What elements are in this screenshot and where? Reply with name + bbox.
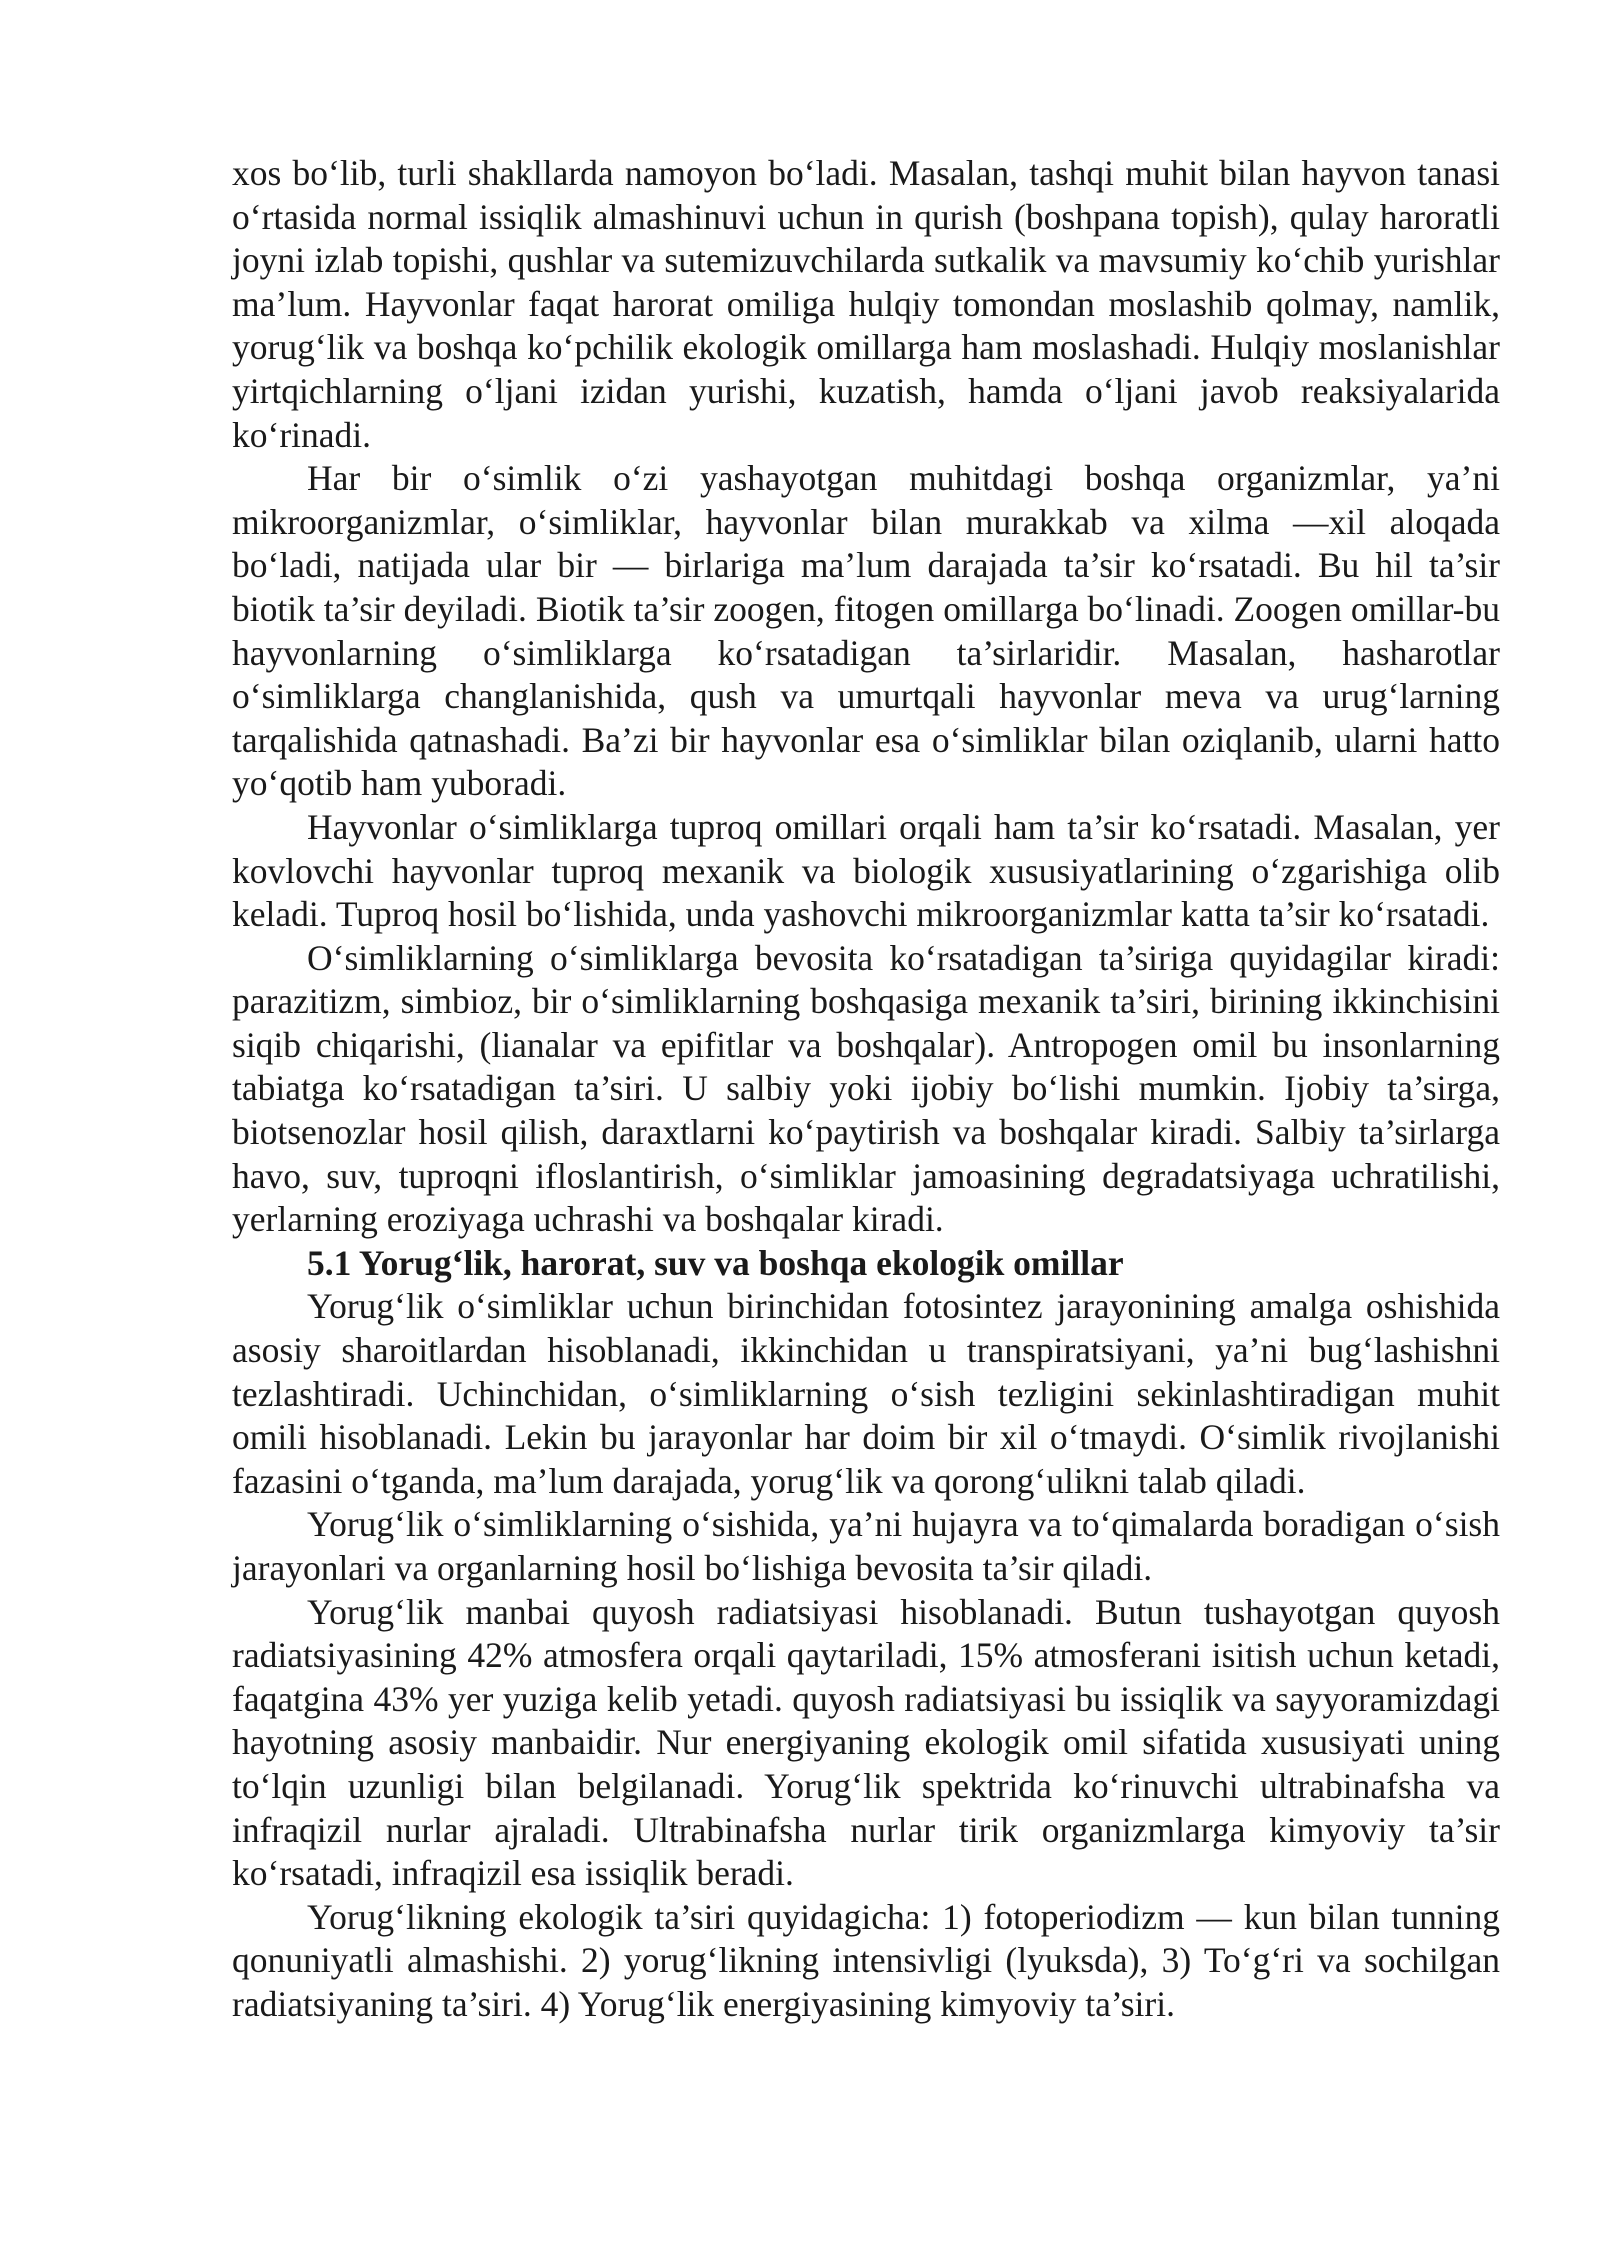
paragraph-continuation: xos bo‘lib, turli shakllarda namoyon bo‘ladi. Masalan, tashqi muhit bilan hayvon tanasi o‘rtasida normal issiqlik almashinuvi uchun in qurish (boshpana topish), qulay haroratli joyni izlab topishi, qushlar va sutemizuvchilarda sutkalik va mavsumiy ko‘chib yurishlar ma’lum. Hayvonlar faqat harorat omiliga hulqiy tomondan moslashib qolmay, namlik, yorug‘lik va boshqa ko‘pchilik ekologik omillarga ham moslashadi. Hulqiy moslanishlar yirtqichlarning o‘ljani izidan yurishi, kuzatish, hamda o‘ljani javob reaksiyalarida ko‘rinadi.: [232, 153, 1500, 455]
paragraph-light-role: Yorug‘lik o‘simliklar uchun birinchidan fotosintez jarayonining amalga oshishida asosiy sharoitlardan hisoblanadi, ikkinchidan u transpiratsiyani, ya’ni bug‘lashishni tezlashtiradi. Uchinchidan, o‘simliklarning o‘sish tezligini sekinlashtiradigan muhit omili hisoblanadi. Lekin bu jarayonlar har doim bir xil o‘tmaydi. O‘simlik rivojlanishi fazasini o‘tganda, ma’lum darajada, yorug‘lik va qorong‘ulikni talab qiladi.: [232, 1286, 1500, 1501]
paragraph-biotic-influence: Har bir o‘simlik o‘zi yashayotgan muhitdagi boshqa organizmlar, ya’ni mikroorganizmlar, o‘simliklar, hayvonlar bilan murakkab va xilma —xil aloqada bo‘ladi, natijada ular bir — birlariga ma’lum darajada ta’sir ko‘rsatadi. Bu hil ta’sir biotik ta’sir deyiladi. Biotik ta’sir zoogen, fitogen omillarga bo‘linadi. Zoogen omillar-bu hayvonlarning o‘simliklarga ko‘rsatadigan ta’sirlaridir. Masalan, hasharotlar o‘simliklarga changlanishida, qush va umurtqali hayvonlar meva va urug‘larning tarqalishida qatnashadi. Ba’zi bir hayvonlar esa o‘simliklar bilan oziqlanib, ularni hatto yo‘qotib ham yuboradi.: [232, 458, 1500, 804]
paragraph-soil-factors: Hayvonlar o‘simliklarga tuproq omillari orqali ham ta’sir ko‘rsatadi. Masalan, yer kovlovchi hayvonlar tuproq mexanik va biologik xususiyatlarining o‘zgarishiga olib keladi. Tuproq hosil bo‘lishida, unda yashovchi mikroorganizmlar katta ta’sir ko‘rsatadi.: [232, 806, 1500, 935]
section-heading: 5.1 Yorug‘lik, harorat, suv va boshqa ekologik omillar: [307, 1242, 1124, 1283]
paragraph-light-effects: Yorug‘likning ekologik ta’siri quyidagicha: 1) fotoperiodizm — kun bilan tunning qonuniyatli almashishi. 2) yorug‘likning intensivligi (lyuksda), 3) To‘g‘ri va sochilgan radiatsiyaning ta’siri. 4) Yorug‘lik energiyasining kimyoviy ta’siri.: [232, 1896, 1500, 2024]
paragraph-solar-radiation: Yorug‘lik manbai quyosh radiatsiyasi hisoblanadi. Butun tushayotgan quyosh radiatsiyasining 42% atmosfera orqali qaytariladi, 15% atmosferani isitish uchun ketadi, faqatgina 43% yer yuziga kelib yetadi. quyosh radiatsiyasi bu issiqlik va sayyoramizdagi hayotning asosiy manbaidir. Nur energiyaning ekologik omil sifatida xususiyati uning to‘lqin uzunligi bilan belgilanadi. Yorug‘lik spektrida ko‘rinuvchi ultrabinafsha va infraqizil nurlar ajraladi. Ultrabinafsha nurlar tirik organizmlarga kimyoviy ta’sir ko‘rsatadi, infraqizil esa issiqlik beradi.: [232, 1591, 1500, 1894]
document-page: [232, 152, 1500, 2027]
paragraph-plant-interactions: O‘simliklarning o‘simliklarga bevosita ko‘rsatadigan ta’siriga quyidagilar kiradi: parazitizm, simbioz, bir o‘simliklarning boshqasiga mexanik ta’siri, birining ikkinchisini siqib chiqarishi, (lianalar va epifitlar va boshqalar). Antropogen omil bu insonlarning tabiatga ko‘rsatadigan ta’siri. U salbiy yoki ijobiy bo‘lishi mumkin. Ijobiy ta’sirga, biotsenozlar hosil qilish, daraxtlarni ko‘paytirish va boshqalar kiradi. Salbiy ta’sirlarga havo, suv, tuproqni ifloslantirish, o‘simliklar jamoasining degradatsiyaga uchratilishi, yerlarning eroziyaga uchrashi va boshqalar kiradi.: [232, 937, 1500, 1240]
paragraph-light-growth: Yorug‘lik o‘simliklarning o‘sishida, ya’ni hujayra va to‘qimalarda boradigan o‘sish jarayonlari va organlarning hosil bo‘lishiga bevosita ta’sir qiladi.: [232, 1504, 1500, 1588]
